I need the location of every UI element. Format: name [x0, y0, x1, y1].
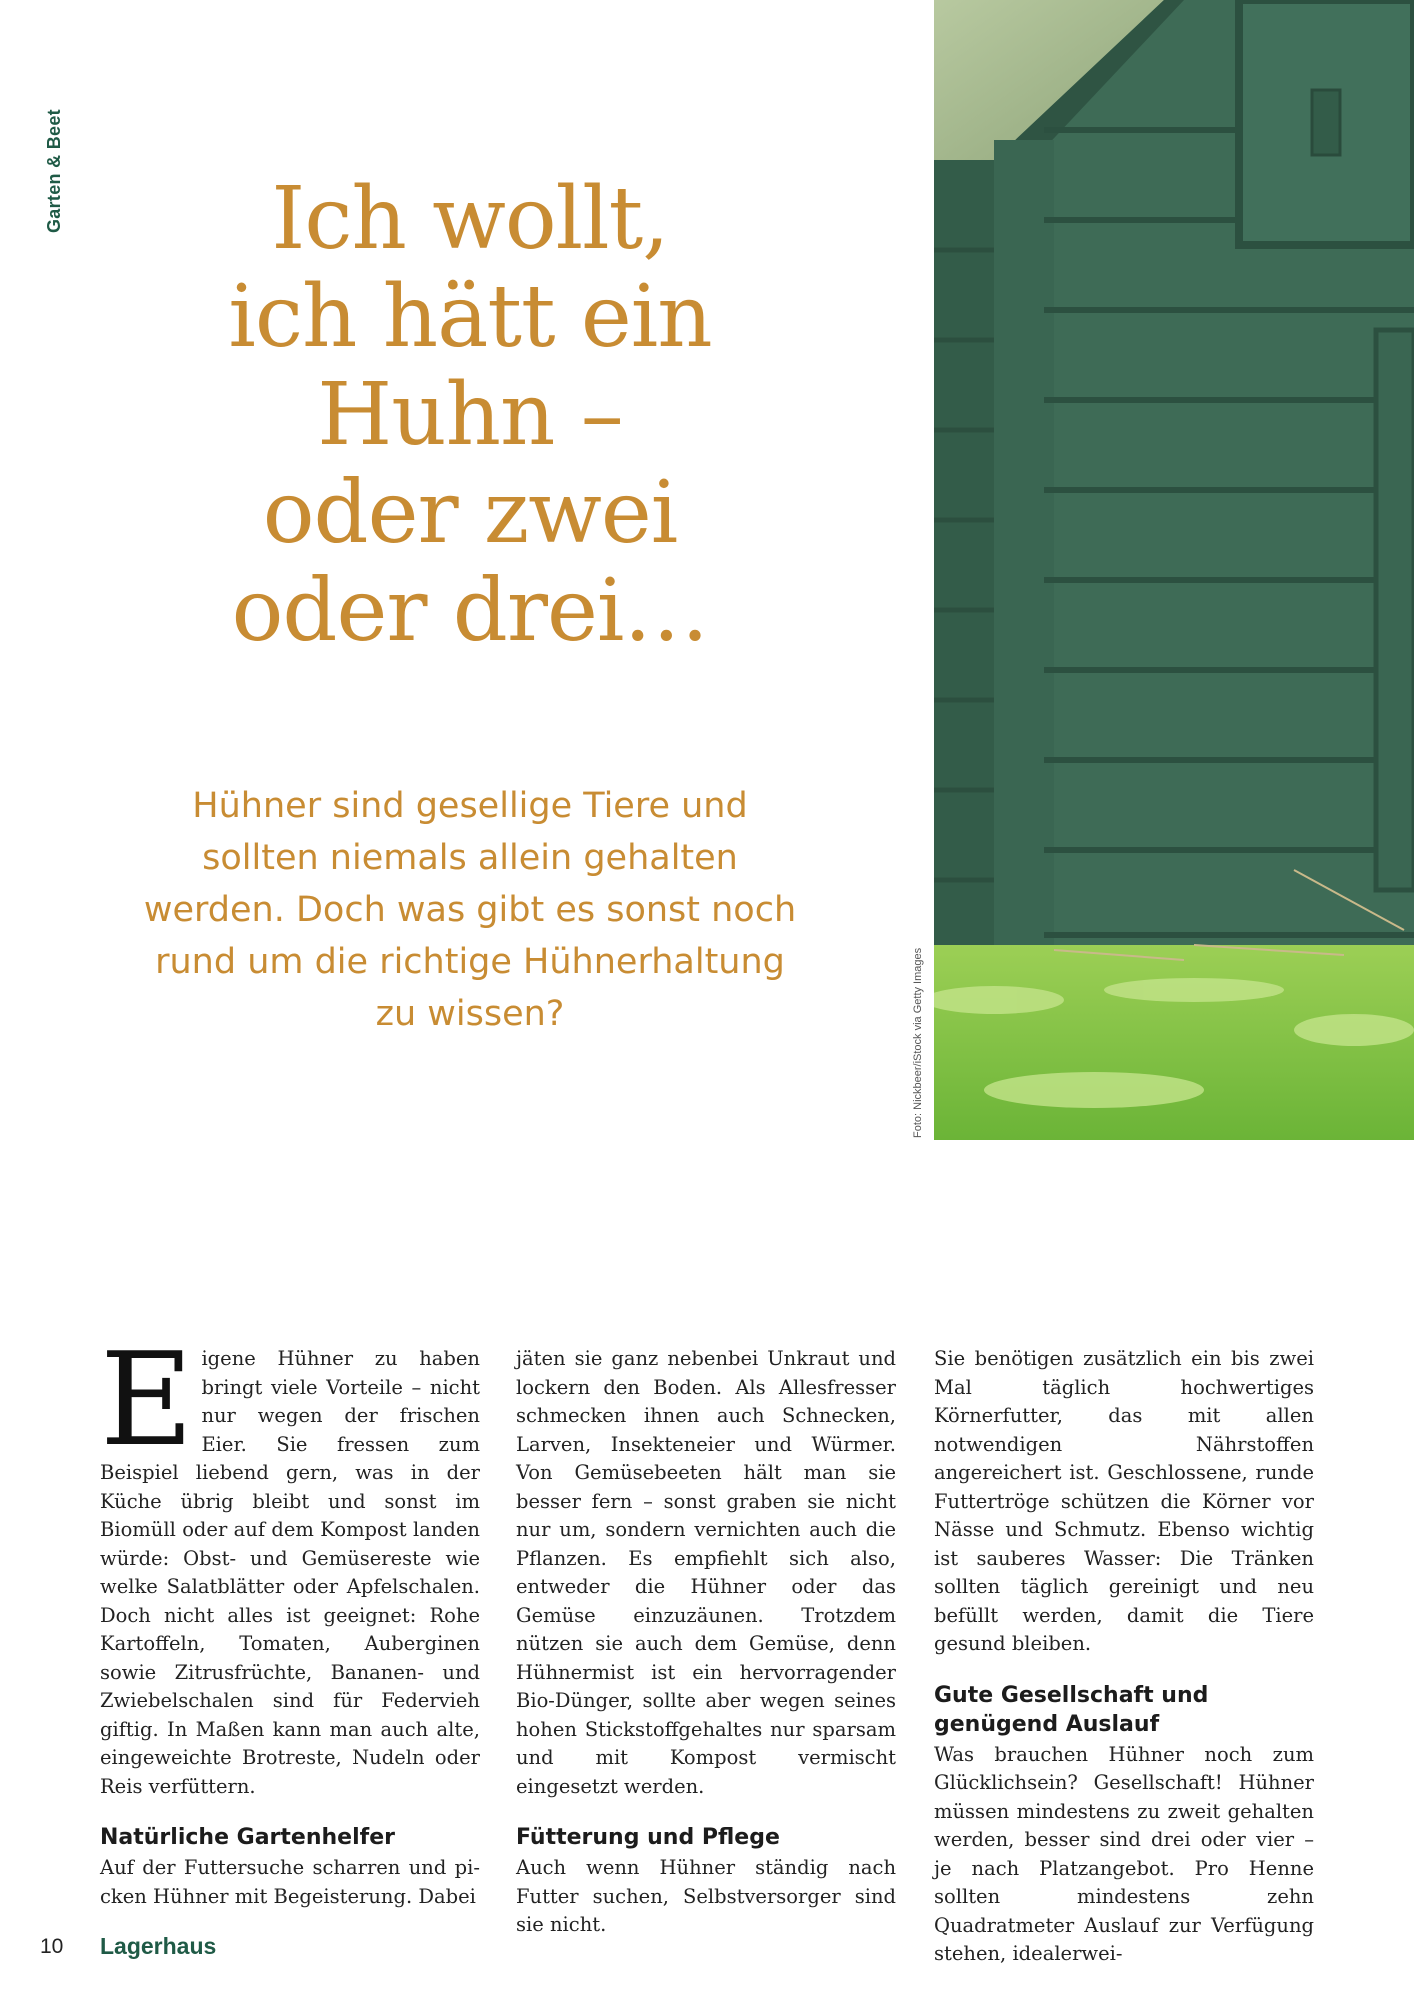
headline-line: Ich wollt,: [271, 169, 669, 269]
intro-line: rund um die richtige Hühnerhaltung: [155, 942, 785, 982]
drop-cap: E: [100, 1326, 194, 1475]
paragraph-text: igene Hühner zu haben bringt viele Vorteile – nicht nur wegen der frischen Eier. Sie fressen zum Beispiel liebend gern, was in der Küche übrig bleibt und sonst im Biomüll oder auf dem Kompost landen würde: Obst- und Gemüsereste wie welke Salatblätter oder Apfelschalen. Doch nicht alles ist geeignet: Rohe Kartoffeln, Tomaten, Auberginen sowie Zitrusfrüchte, Bananen- und Zwiebelschalen sind für Federvieh giftig. In Maßen kann man auch alte, eingeweichte Brotreste, Nudeln oder Reis verfüttern.: [100, 1347, 480, 1798]
photo-credit: [910, 930, 930, 1140]
headline-line: ich hätt ein: [228, 267, 712, 367]
intro-line: sollten niemals allein gehalten: [202, 838, 738, 878]
headline-line: Huhn –: [317, 365, 623, 465]
subheading-gesellschaft: Gute Gesellschaft und genügend Auslauf: [934, 1682, 1209, 1737]
headline-line: oder drei…: [231, 561, 709, 661]
coop-illustration: [934, 0, 1414, 1140]
article-column-2: [516, 1345, 896, 1940]
section-label-text: Garten & Beet: [44, 109, 64, 233]
intro-line: werden. Doch was gibt es sonst noch: [143, 890, 797, 930]
article-paragraph: Sie benötigen zusätzlich ein bis zwei Mal täglich hochwertiges Körnerfutter, das mit allen notwendigen Nährstoffen angereichert ist. Geschlossene, runde Futtertröge schützen die Körner vor Nässe und Schmutz. Ebenso wichtig ist sauberes Wasser: Die Tränken sollten täglich gereinigt und neu befüllt werden, damit die Tiere gesund bleiben.: [934, 1347, 1314, 1655]
brand-logo-text: Lagerhaus: [100, 1933, 217, 1959]
chicken-coop-photo: [934, 0, 1414, 1140]
article-paragraph: jäten sie ganz nebenbei Unkraut und lockern den Boden. Als Allesfresser schmecken ihnen auch Schnecken, Larven, Insekteneier und Würmer. Von Gemüsebeeten hält man sie besser fern – sonst graben sie nicht nur um, sondern vernichten auch die Pflanzen. Es empfiehlt sich also, entweder die Hühner oder das Gemüse einzuzäunen. Trotzdem nützen sie auch dem Gemüse, denn Hühnermist ist ein hervorragender Bio-Dünger, sollte aber wegen seines hohen Stickstoffgehaltes nur sparsam und mit Kompost vermischt eingesetzt werden.: [516, 1347, 896, 1798]
article-column-3: [934, 1345, 1314, 1969]
subheading-fuetterung: Fütterung und Pflege: [516, 1825, 780, 1850]
intro-line: zu wissen?: [375, 994, 565, 1034]
intro-line: Hühner sind gesellige Tiere und: [192, 786, 748, 826]
headline-line: oder zwei: [262, 463, 678, 563]
article-paragraph: Was brauchen Hühner noch zum Glücklichsein? Gesellschaft! Hühner müssen mindestens zu zweit gehalten werden, besser sind drei oder vier – je nach Platzangebot. Pro Henne sollten mindestens zehn Quadratmeter Auslauf zur Verfügung stehen, idealerwei-: [934, 1742, 1314, 1965]
article-paragraph: [100, 1326, 480, 1801]
article-paragraph: Auch wenn Hühner ständig nach Futter suchen, Selbstversorger sind sie nicht.: [516, 1856, 896, 1936]
article-paragraph: Auf der Futtersuche scharren und picken Hühner mit Begeisterung. Dabei: [100, 1856, 480, 1908]
article-column-1: [100, 1326, 480, 1911]
headline: [150, 170, 790, 660]
photo-credit-text: Foto: Nickbeer/iStock via Getty Images: [912, 947, 924, 1138]
intro-text: [100, 780, 840, 1040]
subheading-gartenhelfer: Natürliche Gartenhelfer: [100, 1825, 395, 1850]
section-label: [40, 95, 70, 235]
page-number: 10: [40, 1935, 64, 1958]
